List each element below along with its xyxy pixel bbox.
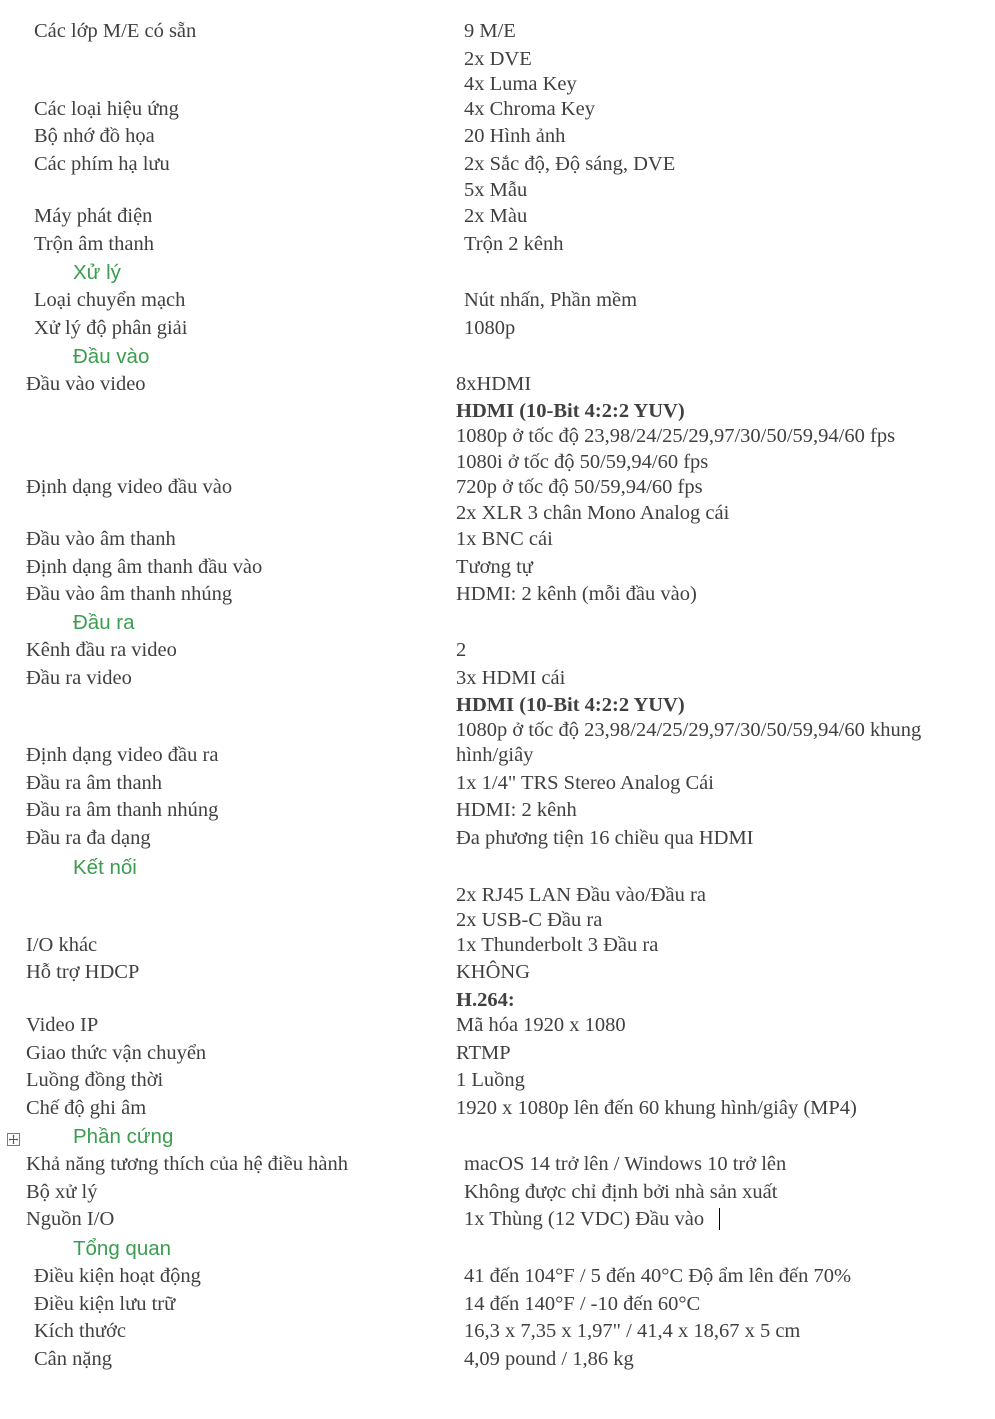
- spec-value: 2x XLR 3 chân Mono Analog cái: [456, 502, 730, 524]
- spec-label: Kích thước: [34, 1320, 126, 1342]
- spec-value: 3x HDMI cái: [456, 667, 566, 689]
- spec-value: 2x Màu: [464, 205, 528, 227]
- spec-value: 41 đến 104°F / 5 đến 40°C Độ ẩm lên đến 70%: [464, 1265, 852, 1287]
- spec-label: Xử lý độ phân giải: [34, 317, 188, 339]
- spec-value: 1080p: [464, 317, 516, 339]
- spec-value: 1080p ở tốc độ 23,98/24/25/29,97/30/50/59,94/60 fps: [456, 425, 896, 447]
- spec-label: Đầu ra video: [26, 667, 132, 689]
- spec-value: 1x Thunderbolt 3 Đầu ra: [456, 934, 659, 956]
- text-cursor: [719, 1208, 720, 1230]
- spec-label: Hỗ trợ HDCP: [26, 961, 140, 983]
- spec-label: Bộ xử lý: [26, 1181, 98, 1203]
- spec-label: Giao thức vận chuyển: [26, 1042, 207, 1064]
- spec-value: 4x Luma Key: [464, 73, 577, 95]
- spec-value: HDMI (10-Bit 4:2:2 YUV): [456, 400, 685, 422]
- spec-value: Mã hóa 1920 x 1080: [456, 1014, 626, 1036]
- spec-value: KHÔNG: [456, 961, 531, 983]
- spec-label: Các loại hiệu ứng: [34, 98, 179, 120]
- section-heading-outputs: Đầu ra: [73, 611, 135, 634]
- spec-label: Đầu vào âm thanh nhúng: [26, 583, 233, 605]
- spec-label: Bộ nhớ đồ họa: [34, 125, 155, 147]
- spec-label: Định dạng âm thanh đầu vào: [26, 556, 263, 578]
- spec-label: Đầu vào âm thanh: [26, 528, 176, 550]
- spec-label: Các phím hạ lưu: [34, 153, 170, 175]
- spec-value: 1x BNC cái: [456, 528, 553, 550]
- spec-value: 1080i ở tốc độ 50/59,94/60 fps: [456, 451, 709, 473]
- spec-value: 720p ở tốc độ 50/59,94/60 fps: [456, 476, 703, 498]
- spec-label: Loại chuyển mạch: [34, 289, 186, 311]
- spec-label: Đầu vào video: [26, 373, 146, 395]
- spec-value: 2: [456, 639, 467, 661]
- spec-value: 9 M/E: [464, 20, 516, 42]
- spec-value: 14 đến 140°F / -10 đến 60°C: [464, 1293, 701, 1315]
- spec-label: Định dạng video đầu ra: [26, 744, 219, 766]
- section-heading-connectivity: Kết nối: [73, 856, 137, 879]
- spec-value: 1 Luồng: [456, 1069, 525, 1091]
- spec-value: 1x Thùng (12 VDC) Đầu vào: [464, 1208, 705, 1230]
- spec-label: Khả năng tương thích của hệ điều hành: [26, 1153, 348, 1175]
- spec-label: Đầu ra âm thanh: [26, 772, 163, 794]
- spec-label: Cân nặng: [34, 1348, 112, 1370]
- section-heading-inputs: Đầu vào: [73, 345, 150, 368]
- spec-value: Trộn 2 kênh: [464, 233, 564, 255]
- spec-value: macOS 14 trở lên / Windows 10 trở lên: [464, 1153, 787, 1175]
- spec-value: 2x USB-C Đầu ra: [456, 909, 603, 931]
- spec-label: Nguồn I/O: [26, 1208, 115, 1230]
- spec-label: Máy phát điện: [34, 205, 153, 227]
- spec-label: Đầu ra đa dạng: [26, 827, 151, 849]
- section-heading-overview: Tổng quan: [73, 1237, 172, 1260]
- spec-value: hình/giây: [456, 744, 534, 766]
- spec-value: Không được chỉ định bởi nhà sản xuất: [464, 1181, 778, 1203]
- spec-label: Định dạng video đầu vào: [26, 476, 233, 498]
- spec-value: RTMP: [456, 1042, 511, 1064]
- spec-value: 8xHDMI: [456, 373, 532, 395]
- spec-value: 4x Chroma Key: [464, 98, 595, 120]
- spec-value: 2x RJ45 LAN Đầu vào/Đầu ra: [456, 884, 706, 906]
- spec-value: 2x Sắc độ, Độ sáng, DVE: [464, 153, 676, 175]
- spec-label: Chế độ ghi âm: [26, 1097, 147, 1119]
- spec-label: Đầu ra âm thanh nhúng: [26, 799, 219, 821]
- spec-value: 1920 x 1080p lên đến 60 khung hình/giây (MP4): [456, 1097, 857, 1119]
- spec-value: HDMI: 2 kênh (mỗi đầu vào): [456, 583, 697, 605]
- spec-value: Đa phương tiện 16 chiều qua HDMI: [456, 827, 754, 849]
- spec-label: Video IP: [26, 1014, 99, 1036]
- spec-value: 1080p ở tốc độ 23,98/24/25/29,97/30/50/59,94/60 khung: [456, 719, 922, 741]
- spec-label: Điều kiện lưu trữ: [34, 1293, 176, 1315]
- spec-label: I/O khác: [26, 934, 98, 956]
- spec-label: Điều kiện hoạt động: [34, 1265, 201, 1287]
- spec-value: 20 Hình ảnh: [464, 125, 566, 147]
- spec-value: HDMI: 2 kênh: [456, 799, 577, 821]
- spec-value: HDMI (10-Bit 4:2:2 YUV): [456, 694, 685, 716]
- spec-value: Nút nhấn, Phần mềm: [464, 289, 638, 311]
- section-heading-hardware: Phần cứng: [73, 1125, 174, 1148]
- spec-label: Luồng đồng thời: [26, 1069, 164, 1091]
- spec-label: Các lớp M/E có sẵn: [34, 20, 197, 42]
- spec-value: 5x Mẫu: [464, 179, 528, 201]
- spec-value: H.264:: [456, 989, 515, 1011]
- spec-value: 16,3 x 7,35 x 1,97" / 41,4 x 18,67 x 5 cm: [464, 1320, 801, 1342]
- spec-value: 4,09 pound / 1,86 kg: [464, 1348, 634, 1370]
- spec-value: Tương tự: [456, 556, 533, 578]
- spec-label: Trộn âm thanh: [34, 233, 154, 255]
- spec-value: 2x DVE: [464, 48, 532, 70]
- spec-label: Kênh đầu ra video: [26, 639, 177, 661]
- table-move-handle-icon[interactable]: [7, 1133, 20, 1146]
- section-heading-processing: Xử lý: [73, 261, 121, 284]
- spec-value: 1x 1/4" TRS Stereo Analog Cái: [456, 772, 714, 794]
